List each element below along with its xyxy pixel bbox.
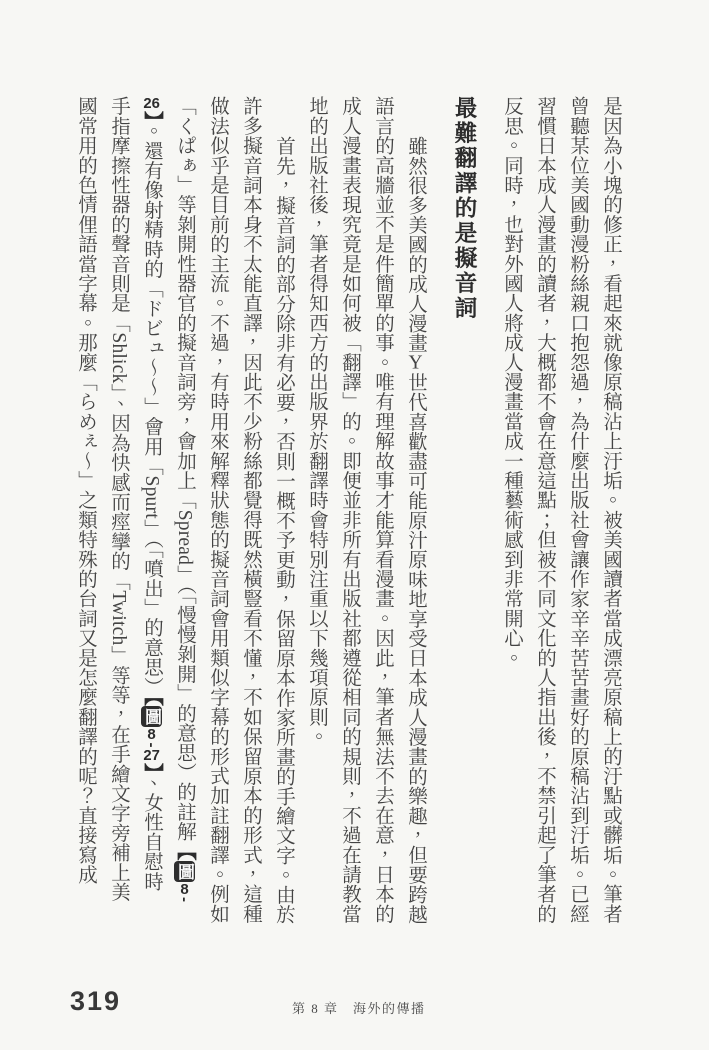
figure-ref-dash: - xyxy=(143,742,160,748)
figure-ref-badge-icon: 圖 xyxy=(175,862,194,880)
paragraph-1 xyxy=(495,96,627,924)
upright-letter: Y xyxy=(408,352,423,373)
column-text: 地的出版社後，筆者得知西方的出版界於翻譯時會特別注重以下幾項原則。 xyxy=(306,96,327,747)
section-heading: 最難翻譯的是擬音詞 xyxy=(452,96,477,321)
column-text: 許多擬音詞本身不太能直譯，因此不少粉絲都覺得既然橫豎看不懂，不如保留原本的形式，這種 xyxy=(240,96,261,924)
text-column xyxy=(528,96,561,924)
column-text: 、女性自慰時 xyxy=(141,772,162,891)
text-column xyxy=(69,96,102,924)
chapter-title: 第 8 章 海外的傳播 xyxy=(292,1001,426,1016)
column-text: 世代喜歡盡可能原汁原味地享受日本成人漫畫的樂趣，但要跨越 xyxy=(405,372,426,924)
text-column xyxy=(267,96,300,924)
column-text: 雖然很多美國的成人漫畫 xyxy=(405,136,426,353)
column-text: 曾聽某位美國動漫粉絲親口抱怨過，為什麼出版社會讓作家辛辛苦苦畫好的原稿沾到汙垢。已經 xyxy=(567,96,588,924)
figure-ref-close-bracket: 】 xyxy=(141,111,162,121)
page-number: 319 xyxy=(70,986,122,1016)
figure-ref-number: 27 xyxy=(143,747,160,763)
figure-ref-open-bracket: 【 xyxy=(174,841,195,861)
text-column xyxy=(366,96,399,924)
column-text: 是因為小塊的修正，看起來就像原稿沾上汙垢。被美國讀者當成漂亮原稿上的汙點或髒垢。筆者 xyxy=(600,96,621,924)
figure-ref-number: 8 xyxy=(180,881,189,897)
figure-ref-number: 8 xyxy=(147,727,156,743)
text-column xyxy=(399,96,432,924)
column-text: 語言的高牆並不是件簡單的事。唯有理解故事才能算看漫畫。因此，筆者無法不去在意，日本的 xyxy=(372,96,393,924)
paragraph-2 xyxy=(300,96,432,924)
column-text: 首先，擬音詞的部分除非有必要，否則一概不予更動，保留原本作家所畫的手繪文字。由於 xyxy=(273,136,294,924)
column-text: 成人漫畫表現究竟是如何被「翻譯」的。即便並非所有出版社都遵從相同的規則，不過在請教當 xyxy=(339,96,360,924)
text-column xyxy=(168,96,201,924)
figure-ref-close-bracket: 】 xyxy=(141,762,162,773)
column-text: 「くぱぁ」等剝開性器官的擬音詞旁，會加上「Spread」（「慢慢剝開」的意思）的註解 xyxy=(174,96,195,842)
text-column xyxy=(333,96,366,924)
figure-ref-badge-icon: 圖 xyxy=(142,708,161,726)
text-column xyxy=(135,96,168,924)
column-text: 國常用的色情俚語當字幕。那麼「らめぇ～」之類特殊的台詞又是怎麼翻譯的呢？直接寫成 xyxy=(75,96,96,884)
text-column xyxy=(594,96,627,924)
text-column xyxy=(102,96,135,924)
column-text: 習慣日本成人漫畫的讀者，大概都不會在意這點；但被不同文化的人指出後，不禁引起了筆者的 xyxy=(534,96,555,924)
figure-ref-dash: - xyxy=(176,896,193,903)
column-text: 反思。同時，也對外國人將成人漫畫當成一種藝術感到非常開心。 xyxy=(501,96,522,668)
column-text: 手指摩擦性器的聲音則是「Shlick」、因為快感而痙攣的「Twitch」等等，在手繪文字旁補上美 xyxy=(108,96,129,902)
column-text: 。還有像射精時的「ドビュ～～」會用「Spurt」（「噴出」的意思） xyxy=(141,120,162,697)
page-text-area xyxy=(69,96,627,924)
figure-ref-open-bracket: 【 xyxy=(141,696,162,707)
text-column xyxy=(495,96,528,924)
text-column xyxy=(300,96,333,924)
column-text: 做法似乎是目前的主流。不過，有時用來解釋狀態的擬音詞會用類似字幕的形式加註翻譯。例如 xyxy=(207,96,228,924)
text-column xyxy=(201,96,234,924)
figure-ref-number: 26 xyxy=(143,96,160,111)
text-column xyxy=(234,96,267,924)
paragraph-3 xyxy=(69,96,300,924)
text-column xyxy=(561,96,594,924)
